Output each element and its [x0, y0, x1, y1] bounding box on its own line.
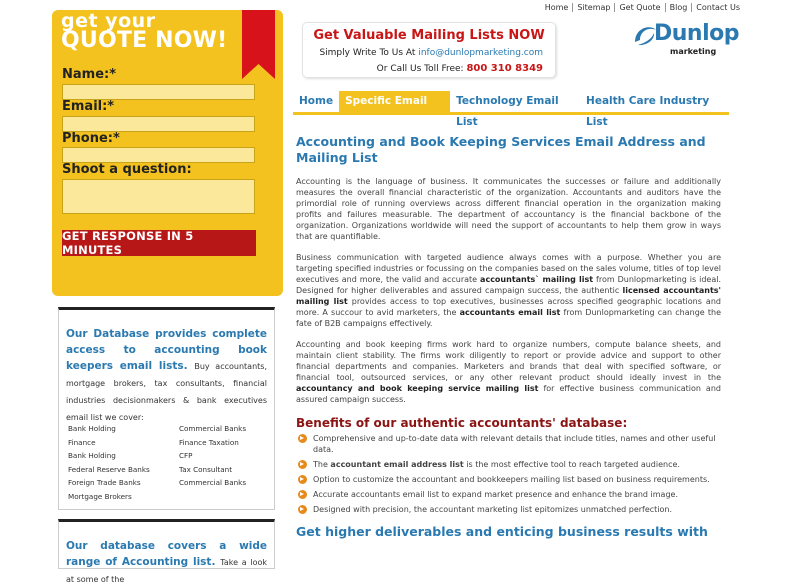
nav-tab-home[interactable]: Home — [299, 95, 334, 107]
write-prefix: Simply Write To Us At — [319, 48, 419, 58]
database-access-title: Our Database provides complete access to accounting book keepers email lists. — [66, 328, 267, 372]
quote-form — [52, 10, 283, 296]
intro-paragraph: Accounting is the language of business. It communicates the successes or failure and additionally measures the overall financial characteristic of the organization. Accountants and auditors have the primordial role of running overviews across different financial operation in the organization making profits and failures measurable. The department of accountancy is the financial backbone of the organization. Organizations worldwide will need the support of accountants to help them grow in ways that are quantifiable. — [296, 177, 721, 241]
logo-name: Dunlop — [654, 21, 739, 46]
category-item: Federal Reserve Banks — [68, 464, 150, 474]
page-title: Accounting and Book Keeping Services Email Address and Mailing List — [296, 134, 706, 165]
category-item: Foreign Trade Banks — [68, 478, 141, 487]
logo-sub: marketing — [670, 47, 717, 56]
quote-title-line2: QUOTE NOW! — [61, 28, 228, 53]
get-response-button[interactable]: GET RESPONSE IN 5 MINUTES — [62, 230, 256, 256]
category-item: Bank Holding — [68, 424, 116, 433]
nav-tab-specific-email-list[interactable]: Specific Email List — [339, 91, 450, 112]
category-item: CFP — [179, 451, 193, 460]
accounting-list-box — [58, 519, 275, 584]
contact-write-line — [319, 48, 543, 58]
text-span: Business communication with targeted audience always comes with a purpose. Whether you are targeting specified industries or focussing on the companies based on the sales volume, titles of top level executives and more, the valid and accurate — [296, 253, 721, 284]
category-item: Tax Consultant — [179, 464, 233, 474]
top-link-home[interactable]: Home — [541, 3, 574, 12]
database-access-box — [58, 307, 275, 510]
bold-link[interactable]: accountants email list — [459, 308, 561, 317]
database-access-desc: Buy accountants, mortgage brokers, tax consultants, financial industries decisionmakers & bank executives email list we cover: — [66, 362, 267, 422]
bold-link[interactable]: accountants` mailing list — [480, 275, 594, 284]
quote-title-line1: get your — [61, 10, 156, 32]
list-item-text: The — [313, 460, 331, 469]
benefits-heading: Benefits of our authentic accountants' database: — [296, 416, 628, 430]
contact-email-link[interactable]: info@dunlopmarketing.com — [418, 48, 543, 58]
dunlop-logo[interactable] — [630, 18, 739, 60]
name-input[interactable] — [62, 84, 255, 100]
arrow-bullet-icon — [298, 475, 307, 484]
list-item-text: Comprehensive and up-to-date data with relevant details that include titles, names and other useful data. — [313, 434, 716, 454]
accounting-list-title: Our database covers a wide range of Accounting list. — [66, 540, 267, 568]
category-item: Finance Taxation — [179, 437, 239, 447]
nav-tab-technology-email-list[interactable]: Technology Email List — [456, 95, 559, 128]
database-access-heading — [59, 326, 274, 426]
email-input[interactable] — [62, 116, 255, 132]
main-nav — [293, 91, 729, 128]
top-link-get-quote[interactable]: Get Quote — [615, 3, 665, 12]
top-link-contact-us[interactable]: Contact Us — [696, 3, 740, 12]
list-item — [296, 489, 721, 500]
arrow-bullet-icon — [298, 460, 307, 469]
category-item: Finance — [68, 437, 96, 447]
benefits-list — [296, 433, 721, 515]
nav-tab-health-care-industry-list[interactable]: Health Care Industry List — [586, 95, 710, 128]
list-item-text: Designed with precision, the accountant marketing list epitomizes unmatched perfection. — [313, 505, 673, 514]
list-item-text: is the most effective tool to reach targeted audience. — [463, 460, 680, 469]
communication-paragraph — [296, 252, 721, 329]
email-label: Email:* — [62, 99, 115, 114]
list-item — [296, 474, 721, 485]
ribbon-bookmark-icon — [242, 10, 275, 79]
category-item: Bank Holding — [68, 451, 116, 460]
list-item-text: Option to customize the accountant and bookkeepers mailing list based on business requirements. — [313, 475, 710, 484]
arrow-bullet-icon — [298, 434, 307, 443]
bookkeeping-paragraph — [296, 339, 721, 405]
question-textarea[interactable] — [62, 179, 255, 214]
contact-call-line — [377, 63, 543, 74]
arrow-bullet-icon — [298, 505, 307, 514]
bold-link[interactable]: accountant email address list — [330, 460, 464, 469]
bold-link[interactable]: accountancy and book keeping service mailing list — [296, 384, 539, 393]
arrow-bullet-icon — [298, 490, 307, 499]
contact-phone: 800 310 8349 — [466, 63, 543, 74]
text-span: from Dunlopmarketing is ideal. Designed for higher deliverables and assured campaign success, the authentic — [296, 275, 722, 295]
contact-headline: Get Valuable Mailing Lists NOW — [313, 28, 545, 43]
phone-label: Phone:* — [62, 131, 120, 146]
text-span: for effective business communication and assured campaign success. — [296, 384, 721, 404]
top-links — [541, 3, 744, 12]
question-label: Shoot a question: — [62, 162, 192, 177]
accounting-list-heading — [59, 538, 274, 588]
list-item — [296, 504, 721, 515]
call-prefix: Or Call Us Toll Free: — [376, 64, 467, 74]
phone-input[interactable] — [62, 147, 255, 163]
top-link-blog[interactable]: Blog — [666, 3, 693, 12]
list-item — [296, 459, 721, 470]
list-item — [296, 433, 721, 455]
category-item: Mortgage Brokers — [68, 491, 132, 501]
category-item: Commercial Banks — [179, 478, 247, 487]
contact-banner — [302, 22, 556, 78]
accounting-list-desc: Take a look at some of the — [66, 558, 267, 584]
category-grid — [68, 423, 273, 502]
top-link-sitemap[interactable]: Sitemap — [573, 3, 615, 12]
text-span: provides access to top executives, businesses across specified geographic locations and more. A succour to avid marketers, the — [296, 297, 721, 317]
text-span: Accounting and book keeping firms work hard to organize numbers, compute balance sheets, and maintain client stability. The firms work diligently to report or provide advice and support to other financial departments and companies. Marketers and brands that deal with specified software, or financial tool, outsourced services, or any other relevant product should ideally invest in the — [296, 340, 721, 382]
list-item-text: Accurate accountants email list to expand market presence and enhance the brand image. — [313, 490, 678, 499]
main-content — [296, 134, 721, 539]
bold-link[interactable]: licensed accountants' mailing list — [296, 286, 721, 306]
category-item: Commercial Banks — [179, 424, 247, 433]
bottom-heading: Get higher deliverables and enticing business results with — [296, 524, 708, 539]
name-label: Name:* — [62, 67, 117, 82]
text-span: from Dunlopmarketing can change the fate of B2B campaigns effectively. — [296, 308, 721, 328]
